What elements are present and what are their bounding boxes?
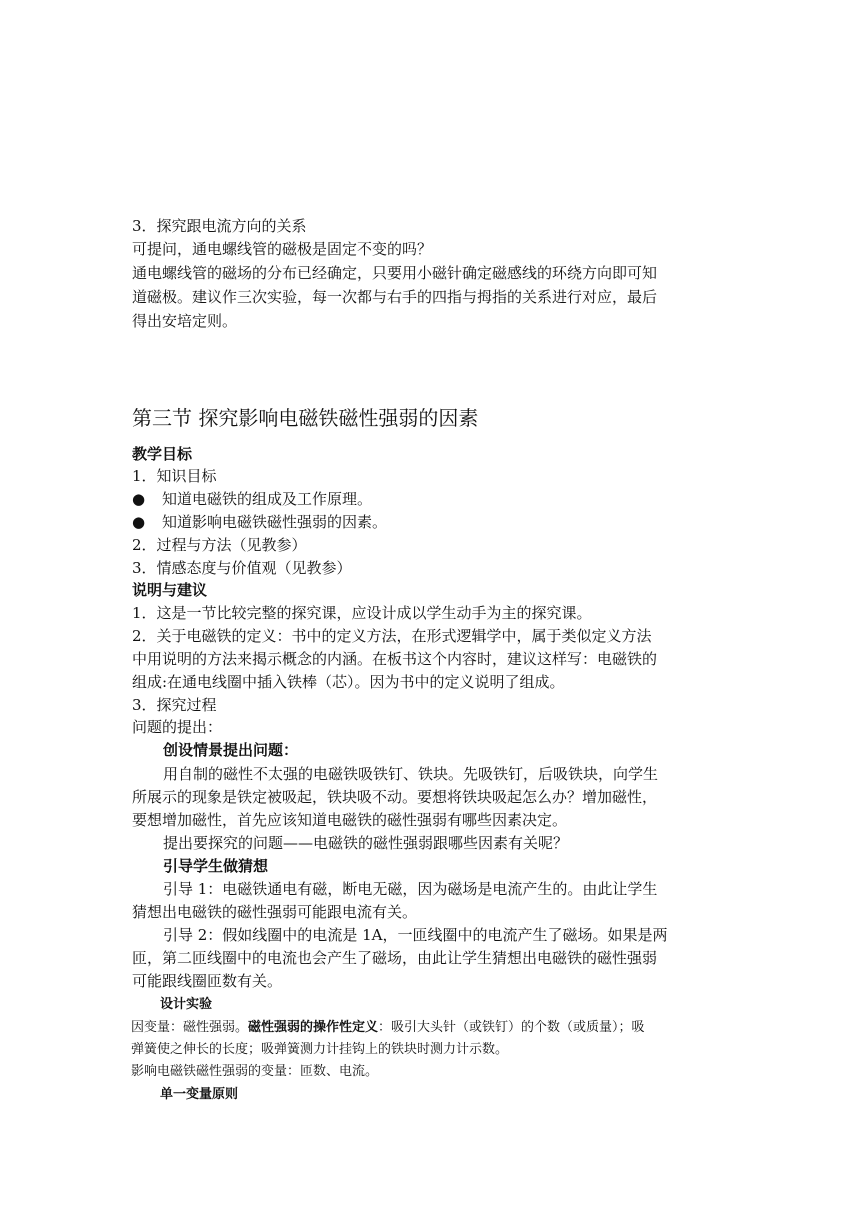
operational-definition-label: 磁性强弱的操作性定义 — [248, 1020, 379, 1035]
bullet-text: 知道影响电磁铁磁性强弱的因素。 — [162, 513, 388, 531]
bullet-item — [132, 488, 732, 510]
question-title: 问题的提出： — [132, 718, 223, 736]
text-span: 因变量：磁性强弱。 — [131, 1020, 249, 1035]
note-item: 2．关于电磁铁的定义：书中的定义方法，在形式逻辑学中，属于类似定义方法 — [132, 627, 652, 645]
goal-item: 3．情感态度与价值观（见教参） — [132, 559, 352, 577]
note-item: 中用说明的方法来揭示概念的内涵。在板书这个内容时，建议这样写：电磁铁的 — [132, 650, 658, 668]
bullet-item — [132, 511, 732, 533]
scene-title: 创设情景提出问题： — [163, 741, 299, 759]
paragraph-line: 可能跟线圈匝数有关。 — [132, 972, 283, 990]
note-item: 1．这是一节比较完整的探究课，应设计成以学生动手为主的探究课。 — [132, 604, 592, 622]
single-variable-title: 单一变量原则 — [160, 1087, 239, 1102]
goal-item: 2．过程与方法（见教参） — [132, 536, 307, 554]
goal-item: 1．知识目标 — [132, 467, 217, 485]
paragraph-line: 猜想出电磁铁的磁性强弱可能跟电流有关。 — [132, 903, 418, 921]
paragraph-line: 通电螺线管的磁场的分布已经确定，只要用小磁针确定磁感线的环绕方向即可知 — [132, 264, 658, 282]
design-title: 设计实验 — [160, 997, 213, 1012]
paragraph-line: 可提问，通电螺线管的磁极是固定不变的吗？ — [132, 240, 433, 258]
paragraph-line: 影响电磁铁磁性强弱的变量：匝数、电流。 — [131, 1064, 379, 1079]
note-item: 3．探究过程 — [132, 696, 217, 714]
paragraph-line: 提出要探究的问题——电磁铁的磁性强弱跟哪些因素有关呢？ — [163, 834, 569, 852]
section-heading: 第三节 探究影响电磁铁磁性强弱的因素 — [132, 406, 479, 430]
paragraph-line: 得出安培定则。 — [132, 312, 238, 330]
paragraph-line: 引导 2：假如线圈中的电流是 1A，一匝线圈中的电流产生了磁场。如果是两 — [163, 926, 668, 944]
paragraph-line: 道磁极。建议作三次实验，每一次都与右手的四指与拇指的关系进行对应，最后 — [132, 288, 658, 306]
subsection-title: 3．探究跟电流方向的关系 — [132, 217, 307, 235]
paragraph-line: 引导 1：电磁铁通电有磁，断电无磁，因为磁场是电流产生的。由此让学生 — [163, 880, 658, 898]
bullet-icon: ● — [132, 513, 146, 531]
bullet-text: 知道电磁铁的组成及工作原理。 — [162, 490, 373, 508]
bullet-icon: ● — [132, 490, 146, 508]
paragraph-line: 匝，第二匝线圈中的电流也会产生了磁场，由此让学生猜想出电磁铁的磁性强弱 — [132, 949, 658, 967]
paragraph-line: 要想增加磁性，首先应该知道电磁铁的磁性强弱有哪些因素决定。 — [132, 811, 568, 829]
goals-title: 教学目标 — [132, 445, 193, 463]
paragraph-line: 弹簧使之伸长的长度；吸弹簧测力计挂钩上的铁块时测力计示数。 — [131, 1042, 509, 1057]
notes-title: 说明与建议 — [132, 581, 208, 599]
paragraph-line: 用自制的磁性不太强的电磁铁吸铁钉、铁块。先吸铁钉，后吸铁块，向学生 — [163, 765, 659, 783]
paragraph-line — [131, 1018, 731, 1038]
text-span: ：吸引大头针（或铁钉）的个数（或质量）；吸 — [378, 1020, 645, 1035]
note-item: 组成:在通电线圈中插入铁棒（芯）。因为书中的定义说明了组成。 — [132, 673, 565, 691]
guess-title: 引导学生做猜想 — [163, 857, 269, 875]
paragraph-line: 所展示的现象是铁定被吸起，铁块吸不动。要想将铁块吸起怎么办？增加磁性， — [132, 788, 658, 806]
